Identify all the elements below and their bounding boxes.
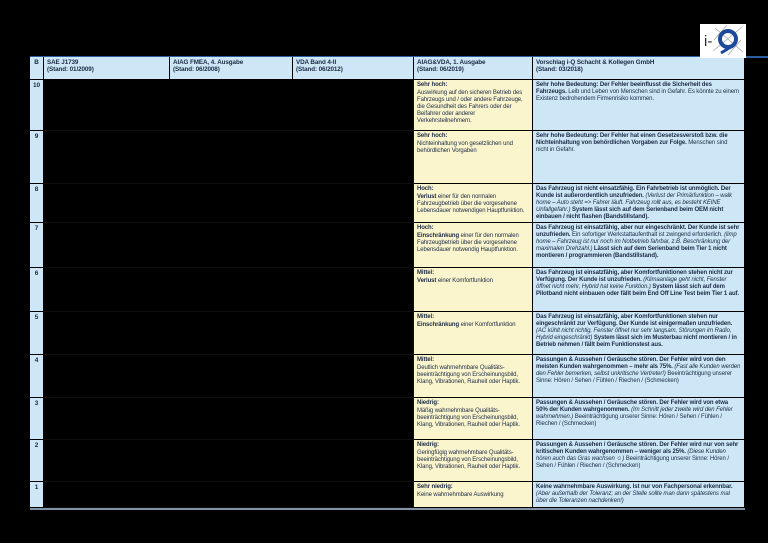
header-column-name: AIAG FMEA, 4. Ausgabe [173, 59, 244, 66]
vorschlag-text: Das Fahrzeug ist nicht einsatzfähig. Ein Fahrbetrieb ist unmöglich. Der Kunde ist außerordentlich unzufrieden. (Verlust der Primärfunktion – walk home – Auto steht => Fahrer läuft. Fahrzeug rollt aus, es besteht KEINE Unfallgefahr.) System lässt sich auf dem Serienband beim OEM nicht einbauen / nicht flashen (Bandstillstand). [536, 186, 732, 221]
vorschlag-cell [533, 80, 745, 131]
severity-table [30, 57, 745, 510]
redacted-cells [44, 482, 414, 508]
row-number: 4 [30, 355, 44, 398]
redacted-cells [44, 398, 414, 440]
aiagvda-cell [414, 268, 533, 312]
redacted-cells [44, 268, 414, 312]
redacted-cells [44, 440, 414, 482]
redacted-cells [44, 184, 414, 223]
row-number: 3 [30, 398, 44, 440]
aiagvda-cell [414, 355, 533, 398]
header-column-name: AIAG&VDA, 1. Ausgabe [417, 59, 486, 66]
row-number: 7 [30, 223, 44, 268]
aiagvda-text: Einschränkung einer für den normalen Fahrzeugbetrieb über die vorgesehene Lebensdauer notwendig Hauptfunktion. [417, 233, 519, 254]
aiagvda-text: Auswirkung auf den sicheren Betrieb des Fahrzeugs und / oder andere Fahrzeuge, die Gesundheit des Fahrers oder der Beifahrer oder anderer Verkehrsteilnehmern. [417, 90, 523, 125]
vorschlag-cell [533, 312, 745, 355]
aiagvda-label: Mittel: [417, 357, 434, 363]
redacted-cells [44, 223, 414, 268]
aiagvda-label: Mittel: [417, 314, 434, 320]
aiagvda-text: Geringfügig wahrnehmbare Qualitäts-beeinträchtigung von Erscheinungsbild, Klang, Vibrationen, Rauheit oder Haptik. [417, 450, 520, 471]
vorschlag-text: Das Fahrzeug ist einsatzfähig, aber Komfortfunktionen stehen nur eingeschränkt zur Verfügung. Der Kunde ist einigermaßen unzufrieden. (AC kühlt nicht richtig, Fenster öffnet nur sehr langsam, Störungen im Radio, Hybrid eingeschränkt) System lässt sich im Musterbau nicht montieren / in Betrieb nehmen / fällt beim Funktionstest aus. [536, 314, 737, 349]
header-aiagvda [414, 57, 533, 80]
aiagvda-cell [414, 398, 533, 440]
vorschlag-text: Passungen & Aussehen / Geräusche stören. Der Fehler wird von den meisten Kunden wahrgenommen – mehr als 75%. (Fast alle Kunden werden den Fehler bemerken, selbst unkritische Vertreter!) Beeinträchtigung unserer Sinne: Hören / Sehen / Fühlen / Riechen / (Schmecken) [536, 357, 741, 385]
aiagvda-label: Niedrig: [417, 400, 439, 406]
aiagvda-label: Sehr niedrig: [417, 484, 453, 490]
row-number: 8 [30, 184, 44, 223]
aiagvda-label: Sehr hoch: [417, 82, 448, 88]
vorschlag-text: Passungen & Aussehen / Geräusche stören. Der Fehler wird nur von sehr kritischen Kunden wahrgenommen – weniger als 25%. (Diese Kunden hören auch das Gras wachsen ☺) Beeinträchtigung unserer Sinne: Hören / Sehen / Fühlen / Riechen / (Schmecken) [536, 442, 739, 470]
vorschlag-text: Sehr hohe Bedeutung: Der Fehler hat einen Gesetzesverstoß bzw. die Nichteinhaltung von behördlichen Vorgaben zur Folge. Menschen sind nicht in Gefahr. [536, 133, 728, 154]
vorschlag-text: Passungen & Aussehen / Geräusche stören. Der Fehler wird von etwa 50% der Kunden wahrgenommen. (Im Schnitt jeder zweite wird den Fehler wahrnehmen.) Beeinträchtigung unserer Sinne: Hören / Sehen / Fühlen / Riechen / (Schmecken) [536, 400, 733, 428]
vorschlag-cell [533, 268, 745, 312]
iq-logo-icon [700, 24, 746, 58]
vorschlag-cell [533, 482, 745, 508]
aiagvda-text: Keine wahrnehmbare Auswirkung [417, 492, 504, 499]
aiagvda-cell [414, 80, 533, 131]
vorschlag-cell [533, 223, 745, 268]
header-column-name: Vorschlag i-Q Schacht & Kollegen GmbH [536, 59, 655, 66]
vorschlag-cell [533, 355, 745, 398]
aiagvda-label: Sehr hoch: [417, 133, 448, 139]
aiagvda-cell [414, 482, 533, 508]
header-vorschlag-iq [533, 57, 745, 80]
header-sae-j1739 [44, 57, 170, 80]
aiagvda-cell [414, 223, 533, 268]
vorschlag-text: Keine wahrnehmbare Auswirkung. Ist nur von Fachpersonal erkennbar. (Aber außerhalb der Toleranz; an der Stelle sollte man dann spätestens mal über die Toleranzen nachdenken!) [536, 484, 733, 505]
aiagvda-text: Einschränkung einer Komfortfunktion [417, 322, 516, 329]
aiagvda-cell [414, 131, 533, 184]
redacted-cells [44, 80, 414, 131]
header-column-stand: (Stand: 03/2018) [536, 66, 583, 74]
aiagvda-text: Mäßig wahrnehmbare Qualitäts-beeinträchtigung von Erscheinungsbild, Klang, Vibrationen, Rauheit oder Haptik. [417, 408, 520, 429]
aiagvda-text: Verlust einer Komfortfunktion [417, 278, 493, 285]
header-column-name: SAE J1739 [47, 59, 79, 66]
header-corner-b: B [30, 57, 44, 80]
header-column-stand: (Stand: 06/2019) [417, 66, 464, 74]
redacted-cells [44, 312, 414, 355]
row-number: 5 [30, 312, 44, 355]
header-vda-band [293, 57, 414, 80]
aiagvda-label: Niedrig: [417, 442, 439, 448]
row-number: 9 [30, 131, 44, 184]
header-column-name: VDA Band 4-II [296, 59, 337, 66]
vorschlag-text: Das Fahrzeug ist einsatzfähig, aber nur eingeschränkt. Der Kunde ist sehr unzufrieden. Ein sofortiger Werkstattaufenthalt ist zwingend erforderlich. (limp home – Fahrzeug ist nur noch im Notbetrieb fahrbar, z.B. Beschränkung der maximalen Drehzahl.) Lässt sich auf dem Serienband beim Tier 1 nicht montieren / programmieren (Bandstillstand). [536, 225, 740, 260]
row-number: 1 [30, 482, 44, 508]
aiagvda-cell [414, 312, 533, 355]
row-number: 6 [30, 268, 44, 312]
row-number: 2 [30, 440, 44, 482]
header-column-stand: (Stand: 06/2008) [173, 66, 220, 74]
vorschlag-cell [533, 131, 745, 184]
aiagvda-label: Mittel: [417, 270, 434, 276]
vorschlag-cell [533, 398, 745, 440]
vorschlag-text: Das Fahrzeug ist einsatzfähig, aber Komfortfunktionen stehen nicht zur Verfügung. Der Kunde ist unzufrieden. (Klimaanlage geht nicht, Fenster öffnet nicht mehr, Hybrid hat keine Funktion.) System lässt sich auf dem Pilotband nicht einbauen oder fällt beim End Off Line Test beim Tier 1 auf. [536, 270, 739, 298]
aiagvda-label: Hoch: [417, 186, 434, 192]
header-column-stand: (Stand: 01/2009) [47, 66, 94, 74]
header-column-stand: (Stand: 06/2012) [296, 66, 343, 74]
vorschlag-cell [533, 184, 745, 223]
vorschlag-cell [533, 440, 745, 482]
redacted-cells [44, 131, 414, 184]
aiagvda-text: Nichteinhaltung von gesetzlichen und behördlichen Vorgaben [417, 141, 513, 155]
aiagvda-text: Deutlich wahrnehmbare Qualitäts-beeinträchtigung von Erscheinungsbild, Klang, Vibrationen, Rauheit oder Haptik. [417, 365, 520, 386]
redacted-cells [44, 355, 414, 398]
iq-company-logo [700, 24, 746, 58]
header-aiag-fmea [170, 57, 293, 80]
logo-i-text: i- [704, 33, 713, 50]
aiagvda-label: Hoch: [417, 225, 434, 231]
vorschlag-text: Sehr hohe Bedeutung: Der Fehler beeinflusst die Sicherheit des Fahrzeugs. Leib und Leben von Menschen sind in Gefahr. Es könnte zu einem Existenz bedrohendem Firmenrisiko kommen. [536, 82, 739, 103]
row-number: 10 [30, 80, 44, 131]
aiagvda-cell [414, 184, 533, 223]
aiagvda-text: Verlust einer für den normalen Fahrzeugbetrieb über die vorgesehene Lebensdauer notwendigen Hauptfunktion. [417, 194, 525, 215]
aiagvda-cell [414, 440, 533, 482]
